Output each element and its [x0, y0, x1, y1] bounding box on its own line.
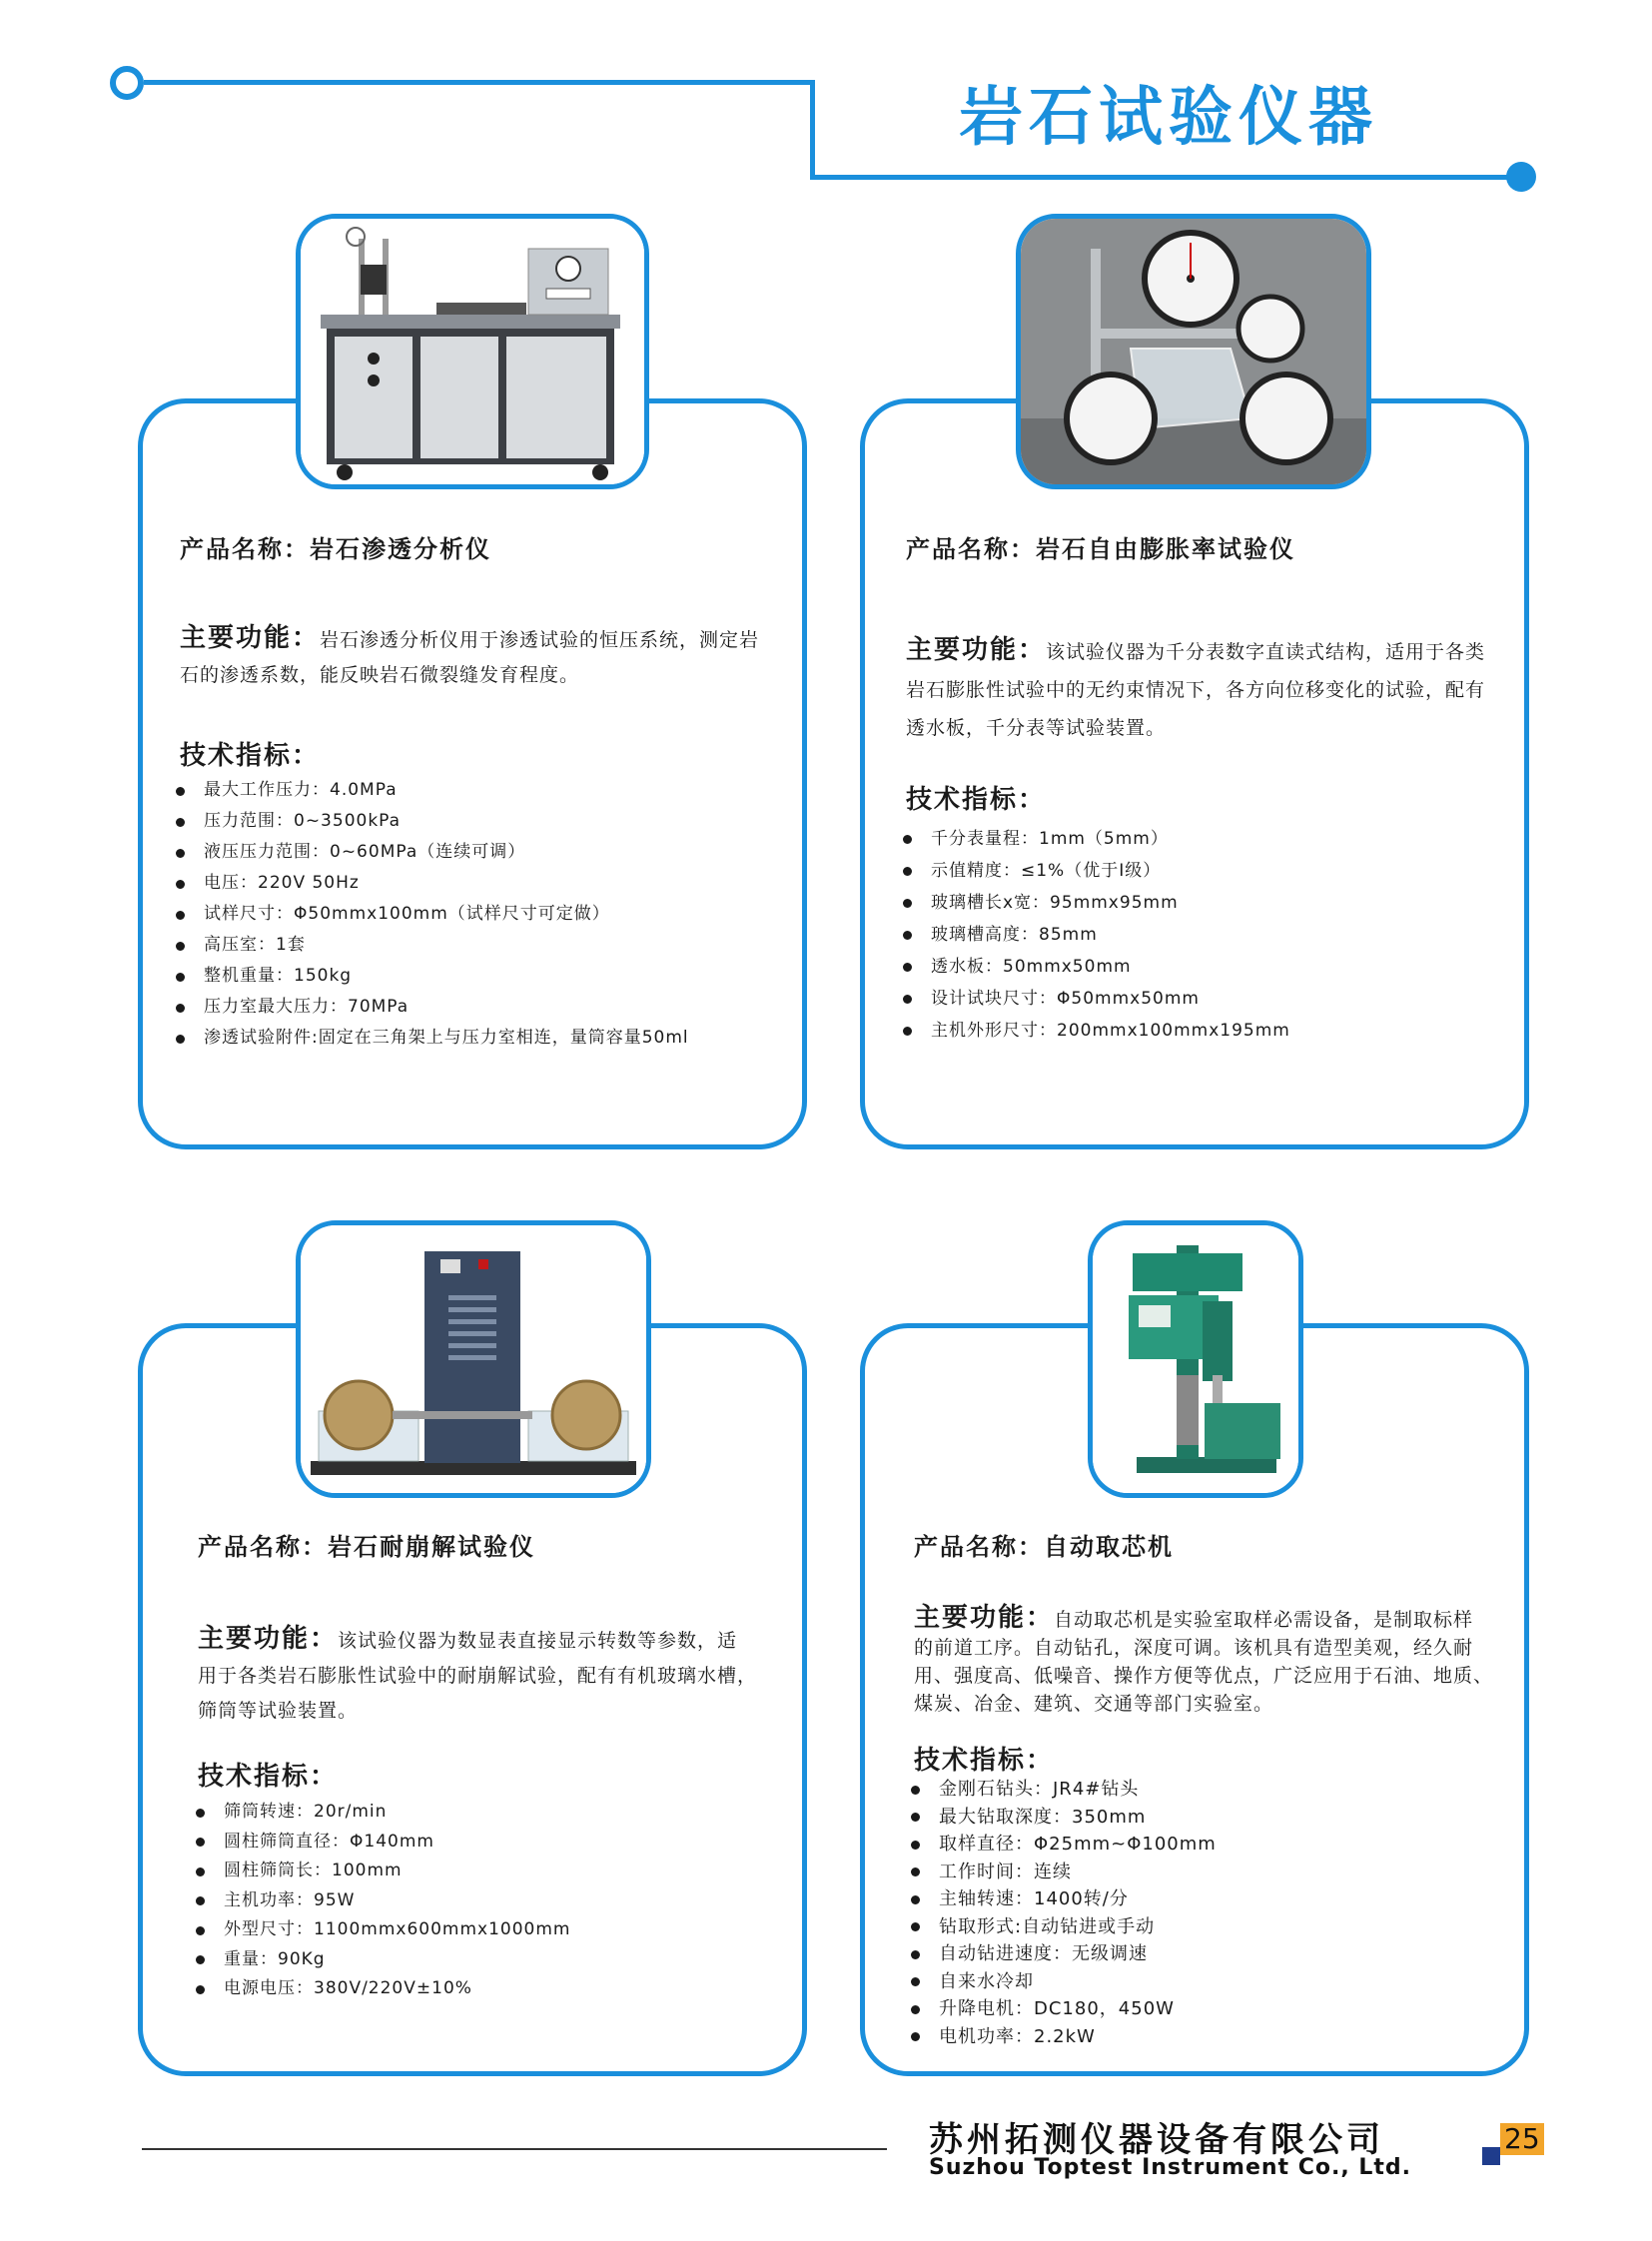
spec-item: 电压：220V 50Hz: [174, 868, 793, 899]
spec-item: 钻取形式:自动钻进或手动: [909, 1913, 1498, 1941]
product-name-2: [906, 529, 1295, 564]
product-name-label: 产品名称：: [914, 1533, 1044, 1561]
spec-item: 示值精度：≤1%（优于Ⅰ级）: [901, 855, 1500, 887]
product-photo-permeability-analyzer: [296, 214, 649, 489]
spec-item: 玻璃槽长x宽：95mmx95mm: [901, 887, 1500, 919]
spec-item: 取样直径：Φ25mm~Φ100mm: [909, 1831, 1498, 1859]
spec-item: 透水板：50mmx50mm: [901, 951, 1500, 983]
product-name-value: 岩石耐崩解试验仪: [328, 1533, 535, 1561]
spec-item: 主轴转速：1400转/分: [909, 1885, 1498, 1913]
spec-item: 圆柱筛筒长：100mm: [194, 1857, 753, 1886]
permeability-analyzer-icon: [301, 219, 644, 484]
page-title: 岩石试验仪器: [959, 81, 1378, 155]
spec-item: 电源电压：380V/220V±10%: [194, 1974, 753, 2004]
page-number-marker: [1482, 2147, 1500, 2165]
function-label: 主要功能：: [198, 1624, 339, 1654]
company-name-cn: 苏州拓测仪器设备有限公司: [929, 2120, 1384, 2160]
specs-heading-1: 技术指标：: [180, 741, 321, 771]
product-function-2: [906, 631, 1495, 747]
product-function-4: [914, 1604, 1493, 1718]
product-name-label: 产品名称：: [180, 535, 310, 563]
product-name-label: 产品名称：: [906, 535, 1036, 563]
product-function-1: [180, 621, 779, 693]
core-drilling-machine-icon: [1093, 1225, 1298, 1493]
product-name-value: 自动取芯机: [1044, 1533, 1174, 1561]
specs-heading-4: 技术指标：: [914, 1746, 1055, 1776]
swelling-tester-icon: [1021, 219, 1366, 484]
product-name-value: 岩石自由膨胀率试验仪: [1036, 535, 1295, 563]
product-photo-slake-durability-tester: [296, 1220, 651, 1498]
header-ring-ornament: [110, 66, 144, 100]
spec-item: 压力范围：0~3500kPa: [174, 806, 793, 837]
spec-item: 最大钻取深度：350mm: [909, 1804, 1498, 1832]
spec-item: 千分表量程：1mm（5mm）: [901, 823, 1500, 855]
product-function-3: [198, 1622, 757, 1729]
spec-item: 试样尺寸：Φ50mmx100mm（试样尺寸可定做）: [174, 899, 793, 930]
spec-item: 高压室：1套: [174, 930, 793, 961]
product-name-value: 岩石渗透分析仪: [310, 535, 491, 563]
function-label: 主要功能：: [180, 623, 321, 653]
product-name-4: [914, 1527, 1174, 1562]
specs-list-3: [194, 1798, 753, 2004]
spec-item: 主机功率：95W: [194, 1886, 753, 1916]
header-line-vertical: [810, 80, 815, 180]
spec-item: 工作时间：连续: [909, 1859, 1498, 1886]
spec-item: 自来水冷却: [909, 1968, 1498, 1996]
spec-item: 液压压力范围：0~60MPa（连续可调）: [174, 837, 793, 868]
function-text: 该试验仪器为千分表数字直读式结构，适用于各类岩石膨胀性试验中的无约束情况下，各方向位移变化的试验，配有透水板，千分表等试验装置。: [906, 641, 1486, 739]
specs-list-1: [174, 775, 793, 1054]
product-photo-swelling-tester: [1016, 214, 1371, 489]
product-name-1: [180, 529, 491, 564]
spec-item: 最大工作压力：4.0MPa: [174, 775, 793, 806]
spec-item: 筛筒转速：20r/min: [194, 1798, 753, 1828]
header-dot-ornament: [1506, 162, 1536, 192]
spec-item: 渗透试验附件:固定在三角架上与压力室相连，量筒容量50ml: [174, 1023, 793, 1054]
company-name-en: Suzhou Toptest Instrument Co., Ltd.: [929, 2155, 1411, 2180]
specs-heading-3: 技术指标：: [198, 1762, 339, 1792]
spec-item: 重量：90Kg: [194, 1945, 753, 1975]
spec-item: 设计试块尺寸：Φ50mmx50mm: [901, 983, 1500, 1015]
spec-item: 玻璃槽高度：85mm: [901, 919, 1500, 951]
spec-item: 主机外形尺寸：200mmx100mmx195mm: [901, 1015, 1500, 1047]
spec-item: 外型尺寸：1100mmx600mmx1000mm: [194, 1915, 753, 1945]
header-line-top: [144, 80, 815, 85]
function-text: 自动取芯机是实验室取样必需设备，是制取标样的前道工序。自动钻孔，深度可调。该机具有造型美观，经久耐用、强度高、低噪音、操作方便等优点，广泛应用于石油、地质、煤炭、冶金、建筑、交通等部门实验室。: [914, 1609, 1494, 1715]
footer-divider: [142, 2148, 887, 2150]
function-text: 该试验仪器为数显表直接显示转数等参数，适用于各类岩石膨胀性试验中的耐崩解试验，配有有机玻璃水槽，筛筒等试验装置。: [198, 1630, 758, 1722]
spec-item: 压力室最大压力：70MPa: [174, 992, 793, 1023]
function-label: 主要功能：: [906, 635, 1047, 665]
spec-item: 自动钻进速度：无级调速: [909, 1940, 1498, 1968]
specs-list-2: [901, 823, 1500, 1047]
spec-item: 圆柱筛筒直径：Φ140mm: [194, 1828, 753, 1858]
spec-item: 电机功率：2.2kW: [909, 2023, 1498, 2051]
page-number: 25: [1500, 2123, 1544, 2155]
header-line-bottom: [810, 175, 1524, 180]
spec-item: 升降电机：DC180，450W: [909, 1995, 1498, 2023]
specs-heading-2: 技术指标：: [906, 785, 1047, 815]
product-name-label: 产品名称：: [198, 1533, 328, 1561]
product-photo-core-drilling-machine: [1088, 1220, 1303, 1498]
function-text: 岩石渗透分析仪用于渗透试验的恒压系统，测定岩石的渗透系数，能反映岩石微裂缝发育程度。: [180, 629, 760, 686]
slake-durability-tester-icon: [301, 1225, 646, 1493]
specs-list-4: [909, 1776, 1498, 2050]
product-name-3: [198, 1527, 535, 1562]
function-label: 主要功能：: [914, 1603, 1055, 1633]
spec-item: 整机重量：150kg: [174, 961, 793, 992]
spec-item: 金刚石钻头：JR4#钻头: [909, 1776, 1498, 1804]
